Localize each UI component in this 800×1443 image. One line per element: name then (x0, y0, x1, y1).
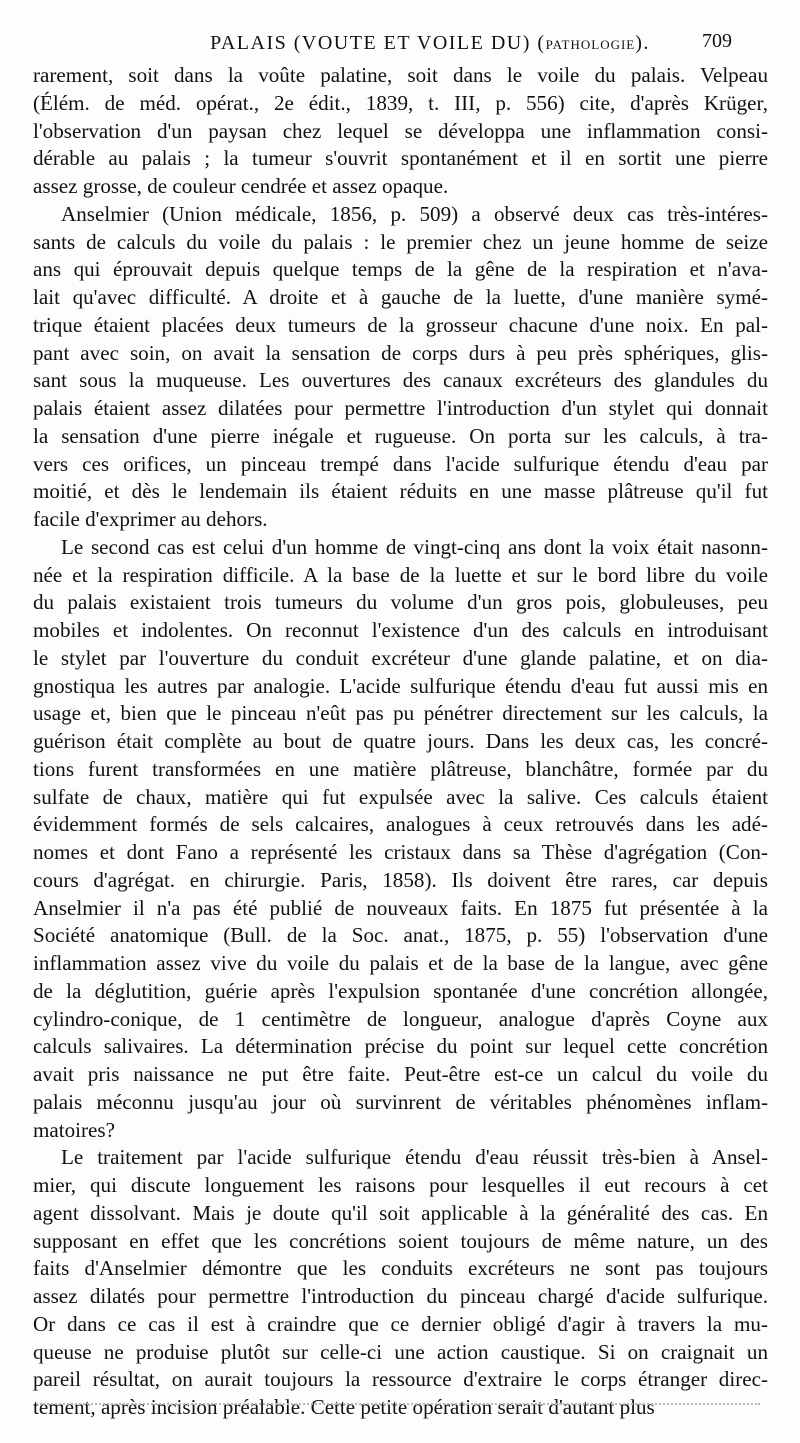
text-line: ans qui éprouvait depuis quelque temps de la gêne de la respiration et n'ava- (33, 257, 768, 282)
text-line: évidemment formés de sels calcaires, analogues à ceux retrouvés dans les adé- (33, 812, 768, 837)
paragraph (33, 201, 768, 534)
text-line: cours d'agrégat. en chirurgie. Paris, 1858). Ils doivent être rares, car depuis (33, 867, 768, 892)
text-line: l'observation d'un paysan chez lequel se développa une inflammation consi- (33, 118, 768, 143)
text-line: supposant en effet que les concrétions soient toujours de même nature, un des (33, 1228, 768, 1253)
text-line: guérison était complète au bout de quatre jours. Dans les deux cas, les concré- (33, 729, 768, 753)
running-head (30, 30, 770, 60)
running-head-title-text: PALAIS (VOUTE ET VOILE DU) ( (210, 32, 546, 54)
text-line: facile d'exprimer au dehors. (33, 507, 268, 531)
text-line: palais méconnu jusqu'au jour où survinrent de véritables phénomènes inflam- (33, 1089, 768, 1114)
text-line: palais étaient assez dilatées pour permettre l'introduction d'un stylet qui donnait (33, 396, 768, 420)
text-line: faits d'Anselmier démontre que les conduits excréteurs ne sont pas toujours (33, 1256, 768, 1281)
text-line: assez dilatés pour permettre l'introduction du pinceau chargé d'acide sulfurique. (33, 1284, 768, 1308)
text-line: la sensation d'une pierre inégale et rugueuse. On porta sur les calculs, à tra- (33, 423, 768, 448)
text-line: sants de calculs du voile du palais : le premier chez un jeune homme de seize (33, 229, 768, 254)
text-line: tement, après incision préalable. Cette petite opération serait d'autant plus (33, 1395, 655, 1419)
text-line: de la déglutition, guérie après l'expulsion spontanée d'une concrétion allongée, (33, 978, 768, 1003)
text-line: pant avec soin, on avait la sensation de corps durs à peu près sphériques, glis- (33, 340, 768, 365)
text-line: le stylet par l'ouverture du conduit excréteur d'une glande palatine, et on dia- (33, 645, 768, 670)
text-line: gnostiqua les autres par analogie. L'acide sulfurique étendu d'eau fut aussi mis en (33, 673, 768, 698)
text-line: inflammation assez vive du voile du palais et de la base de la langue, avec gêne (33, 951, 768, 975)
body-text (33, 62, 768, 1422)
text-line: née et la respiration difficile. A la base de la luette et sur le bord libre du voile (33, 562, 768, 587)
text-line: usage et, bien que le pinceau n'eût pas pu pénétrer directement sur les calculs, la (33, 701, 768, 726)
text-line: vers ces orifices, un pinceau trempé dans l'acide sulfurique étendu d'eau par (33, 451, 768, 476)
text-line: avait pris naissance ne put être faite. Peut-être est-ce un calcul du voile du (33, 1062, 768, 1086)
text-line: mier, qui discute longuement les raisons pour lesquelles il eut recours à cet (33, 1173, 768, 1197)
text-line: tions furent transformées en une matière plâtreuse, blanchâtre, formée par du (33, 756, 768, 781)
text-line: moitié, et dès le lendemain ils étaient réduits en une masse plâtreuse qu'il fut (33, 479, 768, 504)
page-number: 709 (702, 30, 732, 52)
text-line: trique étaient placées deux tumeurs de la grosseur chacune d'une noix. En pal- (33, 312, 768, 337)
text-line: Anselmier il n'a pas été publié de nouveaux faits. En 1875 fut présentée à la (33, 895, 768, 920)
footer-rule (40, 1403, 760, 1407)
text-line: rarement, soit dans la voûte palatine, soit dans le voile du palais. Velpeau (33, 63, 768, 87)
running-head-title-end: ). (635, 32, 650, 54)
running-head-title-small: PATHOLOGIE (545, 37, 636, 52)
text-line: sulfate de chaux, matière qui fut expulsée avec la salive. Ces calculs étaient (33, 784, 768, 809)
text-line: queuse ne produise plutôt sur celle-ci une action caustique. Si on craignait un (33, 1339, 768, 1364)
text-line: (Élém. de méd. opérat., 2e édit., 1839, t. III, p. 556) cite, d'après Krüger, (33, 90, 768, 115)
text-line: lait qu'avec difficulté. A droite et à gauche de la luette, d'une manière symé- (33, 285, 768, 309)
text-line: Le second cas est celui d'un homme de vingt-cinq ans dont la voix était nasonn- (61, 534, 768, 559)
paragraph (33, 534, 768, 1145)
text-line: pareil résultat, on aurait toujours la ressource d'extraire le corps étranger direc- (33, 1367, 768, 1392)
text-line: dérable au palais ; la tumeur s'ouvrit spontanément et il en sortit une pierre (33, 146, 768, 171)
text-line: nomes et dont Fano a représenté les cristaux dans sa Thèse d'agrégation (Con- (33, 840, 768, 864)
text-line: Société anatomique (Bull. de la Soc. anat., 1875, p. 55) l'observation d'une (33, 923, 768, 948)
text-line: Anselmier (Union médicale, 1856, p. 509) a observé deux cas très-intéres- (61, 201, 768, 226)
text-line: du palais existaient trois tumeurs du volume d'un gros pois, globuleuses, peu (33, 590, 768, 615)
text-line: matoires? (33, 1117, 115, 1142)
text-line: sant sous la muqueuse. Les ouvertures des canaux excréteurs des glandules du (33, 368, 768, 393)
text-line: Or dans ce cas il est à craindre que ce dernier obligé d'agir à travers la mu- (33, 1311, 768, 1336)
text-line: Le traitement par l'acide sulfurique étendu d'eau réussit très-bien à Ansel- (61, 1145, 768, 1170)
paragraph (33, 1144, 768, 1422)
paragraph (33, 62, 768, 201)
text-line: calculs salivaires. La détermination précise du point sur lequel cette concrétion (33, 1034, 768, 1059)
text-line: agent dissolvant. Mais je doute qu'il soit applicable à la généralité des cas. En (33, 1200, 768, 1225)
text-line: assez grosse, de couleur cendrée et assez opaque. (33, 174, 449, 198)
text-line: mobiles et indolentes. On reconnut l'existence d'un des calculs en introduisant (33, 618, 768, 642)
running-head-title (30, 32, 770, 55)
text-line: cylindro-conique, de 1 centimètre de longueur, analogue d'après Coyne aux (33, 1006, 768, 1031)
